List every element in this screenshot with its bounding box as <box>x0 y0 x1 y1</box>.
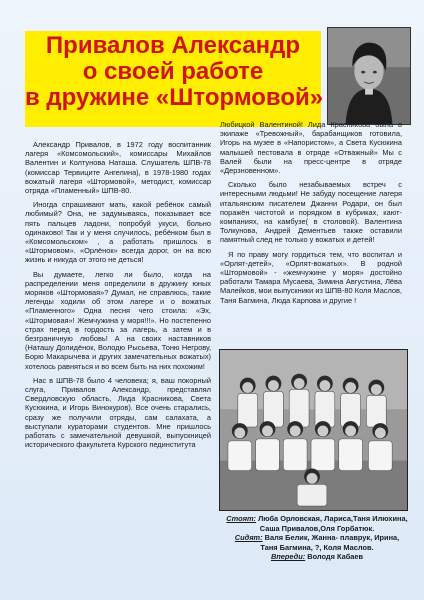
headline-line-1: Привалов Александр <box>45 32 301 59</box>
caption-text: Люба Орловская, Лариса,Таня Илюхина, Саша Привалов,Оля Горбатюк. <box>256 514 408 533</box>
caption-row-front <box>226 552 408 562</box>
headline-line-2: о своей работе <box>82 58 264 85</box>
headline <box>25 31 324 127</box>
photo-caption <box>226 514 408 562</box>
headline-line-3: в дружине «Штормовой» <box>25 84 324 111</box>
group-photo <box>219 349 408 511</box>
paragraph: Иногда спрашивают мать, какой ребёнок самый любимый? Она, не задумываясь, показывает все пять пальцев ладони, попробуй укуси, больно одинаково! Так и у меня случилось, ребёнком был в «Комсомольском» , а работать пришлось в «Штормовом». «Орлёнок» всегда дорог, он на всю жизнь и никуда от этого не деться! <box>25 200 211 265</box>
article-column-right <box>220 120 402 310</box>
paragraph: Вы думаете, легко ли было, когда на распределении меня определили в дружину юных моряков «Штормовая»? Думал, не справлюсь, такие легенды ходили об этом лагере и о вожатых «Пламенного» Одна песня чего стоила: «Эх, «Штормовая»! Жемчужина у моря!!!». Но постепенно страх перед в гордость за лагерь, а затем и в безграничную любовь! А на своих наставников (Наташу Долидёнок, Володю Рысьева, Тоню Негрову, Борю Макарычева и других замечательных вожатых) хотелось равняться и во всем быть на них похожим! <box>25 269 211 371</box>
caption-label: Стоят: <box>226 514 257 523</box>
caption-label: Сидят: <box>234 533 263 543</box>
paragraph: Нас в ШПВ-78 было 4 человека; я, ваш покорный слуга, Привалов Александр, представлял Свердловскую область, Лида Красникова, Света Кусюкина, и Игорь Винокуров). Все очень старались, сразу же получили отряды, сам салахата, а выступали кураторами студентов. Мне пришлось работать с замечательной девушкой, выпускницей исторического факультета Курского пединститута <box>25 375 211 450</box>
paragraph: Сколько было незабываемых встреч с интересными людьми! Не забуду посещение лагеря итальянским писателем Джанни Родари, он был поражён чистотой и порядком в кубриках, кают-компаниях, на камбузе( в столовой). Валентина Толкунова, Андрей Дементьев также оставили памятный след не только у вожатых и детей! <box>220 180 402 245</box>
caption-row-sitting <box>226 533 408 552</box>
caption-text: Володя Кабаев <box>305 552 364 562</box>
caption-text: Валя Белик, Жанна- плаврук, Ирина, Таня Багмина, ?, Коля Маслов. <box>260 533 400 552</box>
paragraph: Александр Привалов, в 1972 году воспитанник лагеря «Комсомольский», комиссары Михайлов Валентин и Колтунова Наташа. Слушатель ШПВ-78 (комиссар Тервиците Ангелина), в 1978-1980 годах вожатый лагеря «Штормовой», методист, комиссар отряда «Пламенный» ШПВ-80. <box>25 140 211 196</box>
portrait-photo <box>327 27 411 125</box>
article-column-left <box>25 140 211 455</box>
caption-label: Впереди: <box>270 552 306 562</box>
paragraph: Я по праву могу гордиться тем, что воспитал и «Орлят-детей», «Орлят-вожатых». В родной «Штормовой» - «жемчужине у моря» достойно работали Тамара Мусаева, Зимина Августина, Лёва Малейков, мои выпускники из ШПВ-80 Коля Маслов, Таня Багмина, Люда Карпова и другие ! <box>220 249 402 305</box>
paragraph: Любицкой Валентиной! Лида Красникова была в экипаже «Тревожный», барабанщиков готовила, Игорь на музее в «Напористом», а Света Кусюкина малышей пестовала в отряде «Отважный» Мы с Валей были на пресс-центре в отряде «Дерзновенном». <box>220 120 402 176</box>
caption-row-standing <box>226 514 408 533</box>
